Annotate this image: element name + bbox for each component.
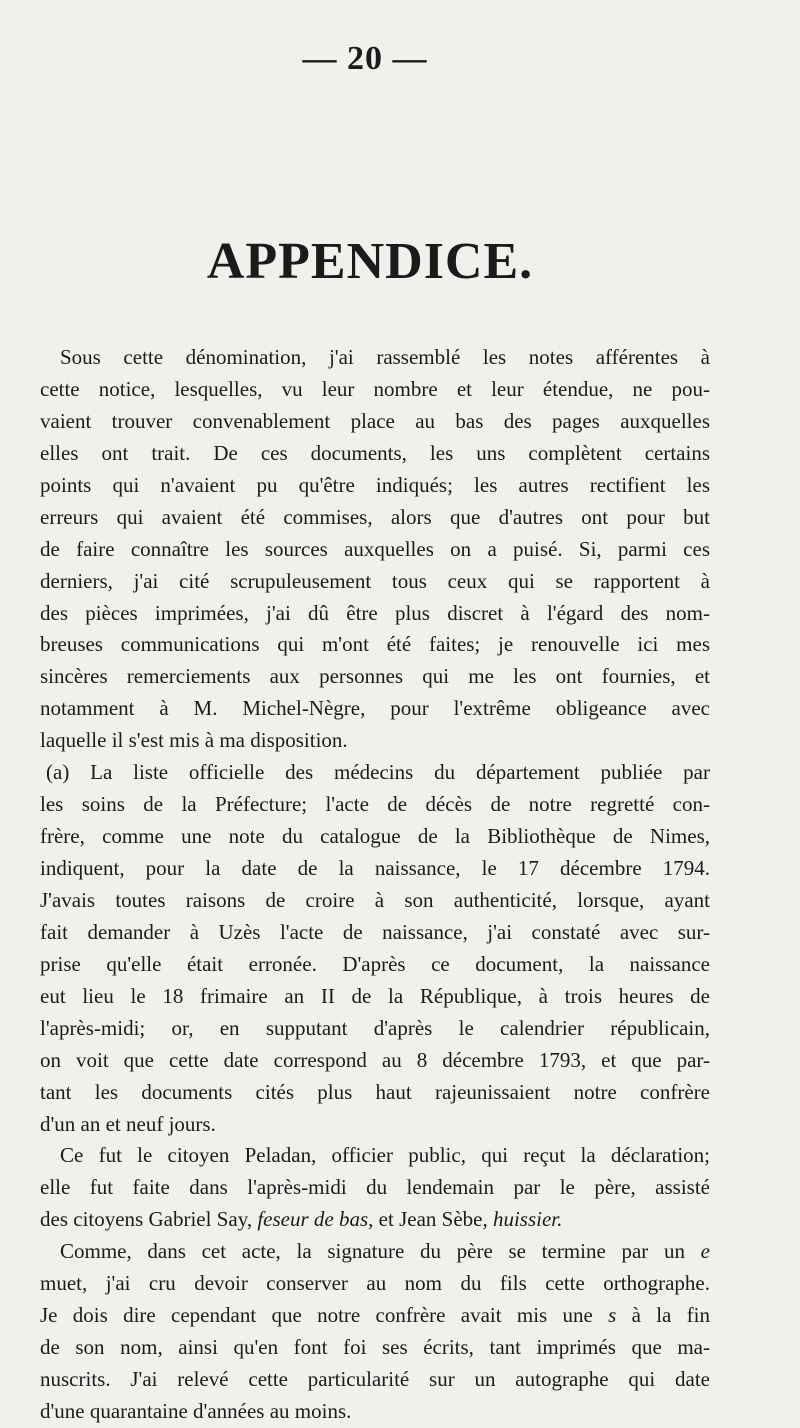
text-line: Ce fut le citoyen Peladan, officier public, qui reçut la déclaration; [60, 1143, 710, 1168]
text-line: elles ont trait. De ces documents, les uns complètent certains [40, 440, 710, 465]
text-line: sincères remerciements aux personnes qui me les ont fournies, et [40, 664, 710, 689]
text-line: notamment à M. Michel-Nègre, pour l'extrême obligeance avec [40, 696, 710, 721]
text-line: J'avais toutes raisons de croire à son authenticité, lorsque, ayant [40, 887, 710, 912]
text-line: des pièces imprimées, j'ai dû être plus discret à l'égard des nom- [40, 600, 710, 625]
text-line: nuscrits. J'ai relevé cette particularité sur un autographe qui date [40, 1367, 710, 1391]
text-line: breuses communications qui m'ont été faites; je renouvelle ici mes [40, 632, 710, 657]
italic-segment: s [608, 1303, 617, 1328]
text-line: l'après-midi; or, en supputant d'après le calendrier républicain, [40, 1015, 710, 1040]
text-line: fait demander à Uzès l'acte de naissance, j'ai constaté avec sur- [40, 919, 710, 944]
text-segment: à la fin [616, 1303, 710, 1328]
text-line: vaient trouver convenablement place au bas des pages auxquelles [40, 408, 710, 433]
text-line: indiquent, pour la date de la naissance, le 17 décembre 1794. [40, 856, 710, 880]
text-line: laquelle il s'est mis à ma disposition. [40, 728, 348, 753]
text-line: d'un an et neuf jours. [40, 1111, 216, 1136]
text-line: Sous cette dénomination, j'ai rassemblé les notes afférentes à [60, 345, 710, 369]
body-text [40, 342, 710, 1428]
section-heading: APPENDICE. [206, 233, 534, 290]
text-line: frère, comme une note du catalogue de la Bibliothèque de Nimes, [40, 824, 710, 849]
text-line: d'une quarantaine d'années au moins. [40, 1398, 352, 1423]
text-segment: Je dois dire cependant que notre confrère avait mis une [40, 1303, 609, 1328]
page-number: — 20 — [302, 40, 428, 77]
text-line: (a) La liste officielle des médecins du département publiée par [46, 760, 710, 785]
text-line: elle fut faite dans l'après-midi du lendemain par le père, assisté [40, 1175, 710, 1200]
text-line: points qui n'avaient pu qu'être indiqués; les autres rectifient les [40, 472, 710, 497]
text-line: de faire connaître les sources auxquelles on a puisé. Si, parmi ces [40, 536, 710, 561]
italic-segment: huissier. [492, 1207, 563, 1232]
text-line-italic [40, 1236, 710, 1268]
text-segment: et Jean Sèbe, [373, 1207, 493, 1232]
italic-segment: feseur de bas, [257, 1207, 374, 1232]
text-line: eut lieu le 18 frimaire an II de la République, à trois heures de [40, 983, 710, 1008]
text-line-italic [40, 1204, 710, 1236]
text-line: muet, j'ai cru devoir conserver au nom du fils cette orthographe. [40, 1271, 710, 1296]
text-line: derniers, j'ai cité scrupuleusement tous ceux qui se rapportent à [40, 568, 710, 593]
text-line: cette notice, lesquelles, vu leur nombre et leur étendue, ne pou- [40, 376, 710, 401]
italic-segment: e [700, 1239, 710, 1264]
text-line: les soins de la Préfecture; l'acte de décès de notre regretté con- [40, 792, 710, 817]
text-segment: Comme, dans cet acte, la signature du père se termine par un [60, 1239, 701, 1264]
text-line: de son nom, ainsi qu'en font foi ses écrits, tant imprimés que ma- [40, 1335, 710, 1360]
text-line: prise qu'elle était erronée. D'après ce document, la naissance [40, 951, 710, 976]
text-line: on voit que cette date correspond au 8 décembre 1793, et que par- [40, 1047, 710, 1072]
text-line-italic [40, 1300, 710, 1332]
text-segment: des citoyens Gabriel Say, [40, 1207, 258, 1232]
text-line: tant les documents cités plus haut rajeunissaient notre confrère [40, 1079, 710, 1104]
text-line: erreurs qui avaient été commises, alors que d'autres ont pour but [40, 504, 710, 529]
